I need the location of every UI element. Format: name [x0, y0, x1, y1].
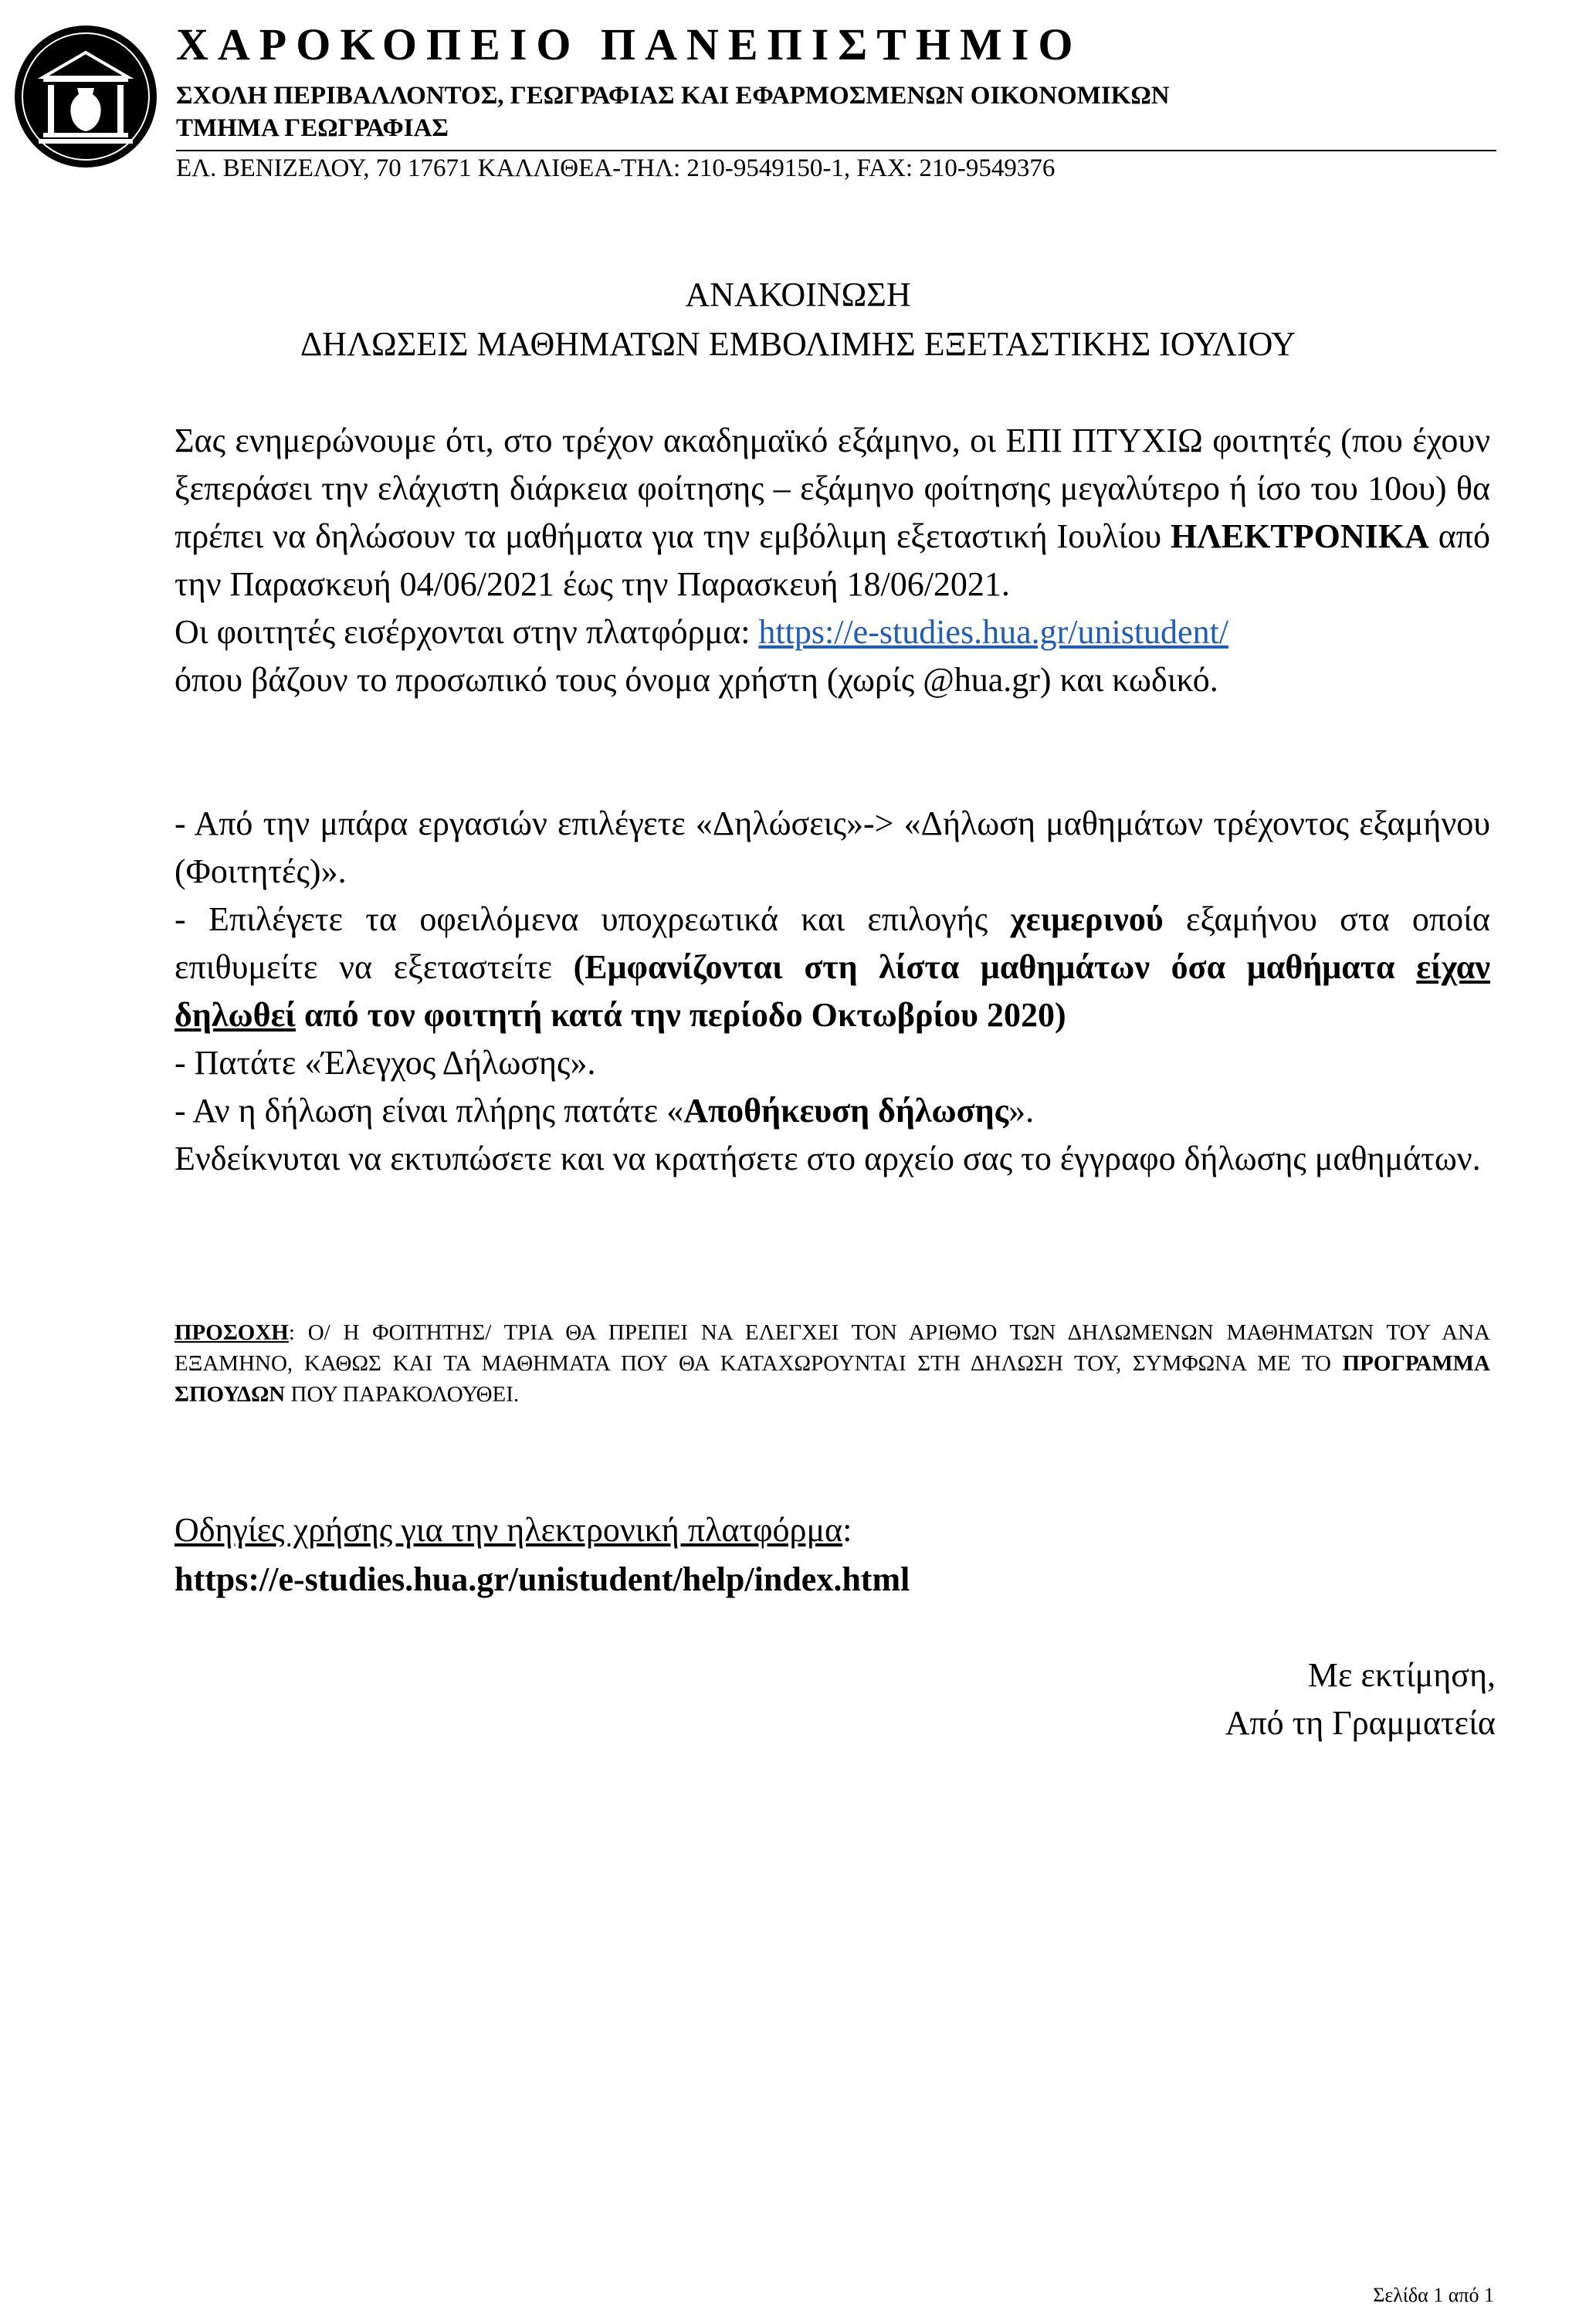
platform-suffix: όπου βάζουν το προσωπικό τους όνομα χρήστη (χωρίς @hua.gr) και κωδικό. [175, 661, 1218, 699]
step-4-end: ». [1008, 1092, 1035, 1130]
guide-label [175, 1510, 852, 1550]
guide-label-text: Οδηγίες χρήσης για την ηλεκτρονική πλατφόρμα [175, 1511, 843, 1549]
page-number: Σελίδα 1 από 1 [1373, 2284, 1494, 2306]
announcement-subtitle: ΔΗΛΩΣΕΙΣ ΜΑΘΗΜΑΤΩΝ ΕΜΒΟΛΙΜΗΣ ΕΞΕΤΑΣΤΙΚΗΣ ΙΟΥΛΙΟΥ [300, 325, 1296, 363]
address-line: ΕΛ. ΒΕΝΙΖΕΛΟΥ, 70 17671 ΚΑΛΛΙΘΕΑ-ΤΗΛ: 210-9549150-1, FAX: 210-9549376 [176, 154, 1056, 182]
closing-regards: Με εκτίμηση, [1307, 1656, 1496, 1694]
step-4-bold: Αποθήκευση δήλωσης [683, 1092, 1009, 1130]
intro-bold: ΗΛΕΚΤΡΟΝΙΚΑ [1171, 517, 1429, 555]
warning-paragraph [175, 1317, 1490, 1410]
intro-paragraph [175, 417, 1490, 704]
intro-dates: από την Παρασκευή 04/06/2021 έως την Παρασκευή 18/06/2021. [175, 517, 1490, 603]
step-2-text: - Επιλέγετε τα οφειλόμενα υποχρεωτικά και επιλογής [175, 900, 1011, 938]
header-divider [176, 150, 1496, 151]
guide-colon: : [842, 1511, 852, 1549]
step-1: - Από την μπάρα εργασιών επιλέγετε «Δηλώσεις»-> «Δήλωση μαθημάτων τρέχοντος εξαμήνου (Φοιτητές)». [175, 805, 1490, 890]
platform-link[interactable]: https://e-studies.hua.gr/unistudent/ [758, 613, 1229, 651]
platform-prefix: Οι φοιτητές εισέρχονται στην πλατφόρμα: [175, 613, 759, 651]
announcement-title: ΑΝΑΚΟΙΝΩΣΗ [685, 276, 911, 313]
warning-end: ΠΟΥ ΠΑΡΑΚΟΛΟΥΘΕΙ. [285, 1382, 520, 1407]
steps-paragraph [175, 800, 1490, 1183]
step-2-text-b: εξαμήνου στα οποία επιθυμείτε να εξεταστείτε [175, 900, 1490, 986]
warning-text: : Ο/ Η ΦΟΙΤΗΤΗΣ/ ΤΡΙΑ ΘΑ ΠΡΕΠΕΙ ΝΑ ΕΛΕΓΧΕΙ ΤΟΝ ΑΡΙΘΜΟ ΤΩΝ ΔΗΛΩΜΕΝΩΝ ΜΑΘΗΜΑΤΩΝ ΤΟΥ ΑΝΑ ΕΞΑΜΗΝΟ, ΚΑΘΩΣ ΚΑΙ ΤΑ ΜΑΘΗΜΑΤΑ ΠΟΥ ΘΑ ΚΑΤΑΧΩΡΟΥΝΤΑΙ ΣΤΗ ΔΗΛΩΣΗ ΤΟΥ, ΣΥΜΦΩΝΑ ΜΕ ΤΟ [175, 1320, 1490, 1376]
guide-url[interactable]: https://e-studies.hua.gr/unistudent/help/index.html [175, 1560, 910, 1598]
university-logo-icon [12, 23, 159, 170]
warning-label: ΠΡΟΣΟΧΗ [175, 1320, 289, 1345]
warning-bold: ΠΡΟΓΡΑΜΜΑ ΣΠΟΥΔΩΝ [175, 1351, 1490, 1407]
department-name: ΤΜΗΜΑ ΓΕΩΓΡΑΦΙΑΣ [176, 114, 449, 142]
step-4-text: - Αν η δήλωση είναι πλήρης πατάτε « [175, 1092, 684, 1130]
step-2-note-underlined: είχαν δηλωθεί [175, 948, 1491, 1034]
closing-signature: Από τη Γραμματεία [1225, 1704, 1496, 1742]
intro-text: Σας ενημερώνουμε ότι, στο τρέχον ακαδημαϊκό εξάμηνο, οι ΕΠΙ ΠΤΥΧΙΩ φοιτητές (που έχουν ξεπεράσει την ελάχιστη διάρκεια φοίτησης – εξάμηνο φοίτησης μεγαλύτερο ή ίσο του 10ου) θα πρέπει να δηλώσουν τα μαθήματα για την εμβόλιμη εξεταστική Ιουλίου [175, 422, 1490, 555]
advice-text: Ενδείκνυται να εκτυπώσετε και να κρατήσετε στο αρχείο σας το έγγραφο δήλωσης μαθημάτων. [175, 1140, 1481, 1177]
university-name: ΧΑΡΟΚΟΠΕΙΟ ΠΑΝΕΠΙΣΤΗΜΙΟ [176, 19, 1083, 69]
school-name: ΣΧΟΛΗ ΠΕΡΙΒΑΛΛΟΝΤΟΣ, ΓΕΩΓΡΑΦΙΑΣ ΚΑΙ ΕΦΑΡΜΟΣΜΕΝΩΝ ΟΙΚΟΝΟΜΙΚΩΝ [176, 82, 1170, 110]
step-3: - Πατάτε «Έλεγχος Δήλωσης». [175, 1044, 596, 1082]
step-2-note-end: από τον φοιτητή κατά την περίοδο Οκτωβρίου 2020) [296, 996, 1066, 1034]
step-2-bold: χειμερινού [1010, 900, 1164, 938]
step-2-note: (Εμφανίζονται στη λίστα μαθημάτων όσα μαθήματα [573, 948, 1417, 986]
